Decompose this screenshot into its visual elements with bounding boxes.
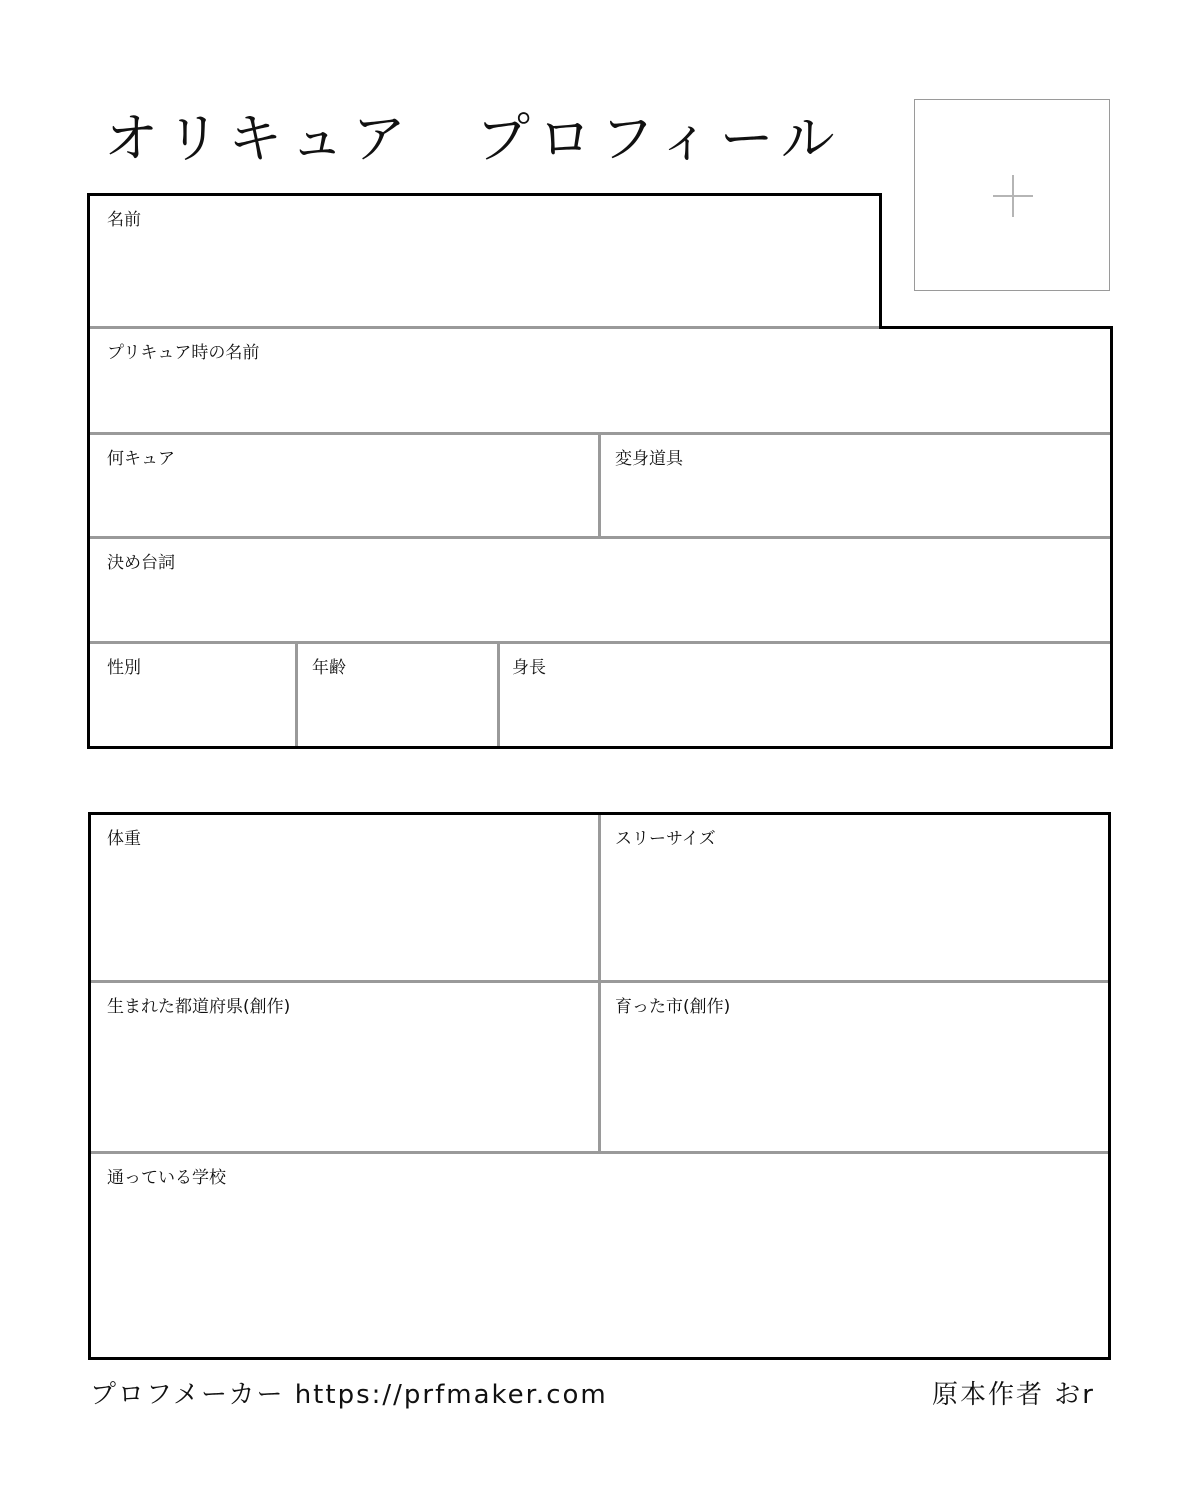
age-label: 年齢 [312,658,346,678]
plus-icon-vertical [1012,175,1014,217]
three-sizes-field[interactable] [601,815,1108,980]
transform-item-label: 変身道具 [615,449,683,469]
raised-city-field[interactable] [601,983,1108,1151]
birth-prefecture-label: 生まれた都道府県(創作) [107,997,291,1017]
weight-label: 体重 [107,829,141,849]
border-bottom-2 [88,1357,1111,1360]
gender-label: 性別 [107,658,141,678]
age-field[interactable] [298,644,497,746]
footer-maker-credit: プロフメーカー https://prfmaker.com [90,1380,608,1410]
catchphrase-label: 決め台詞 [107,553,175,573]
catchphrase-field[interactable] [90,539,1110,641]
three-sizes-label: スリーサイズ [615,829,716,849]
precure-name-label: プリキュア時の名前 [107,343,260,363]
border-right-2 [1108,812,1111,1360]
weight-field[interactable] [91,815,598,980]
page-title: オリキュア プロフィール [104,107,843,170]
gender-field[interactable] [90,644,295,746]
name-label: 名前 [107,210,141,230]
height-label: 身長 [512,658,546,678]
school-field[interactable] [91,1154,1108,1357]
school-label: 通っている学校 [107,1168,226,1188]
transform-item-field[interactable] [601,435,1110,536]
footer-author-credit: 原本作者 おr [932,1380,1095,1410]
birth-prefecture-field[interactable] [91,983,598,1151]
border-name-right [879,193,882,329]
raised-city-label: 育った市(創作) [615,997,731,1017]
height-field[interactable] [500,644,1110,746]
photo-upload-box[interactable] [914,99,1110,291]
cure-type-label: 何キュア [107,449,175,469]
precure-name-field[interactable] [90,329,1110,432]
border-bottom [87,746,1113,749]
border-right [1110,326,1113,749]
cure-type-field[interactable] [90,435,598,536]
name-field[interactable] [90,196,879,326]
